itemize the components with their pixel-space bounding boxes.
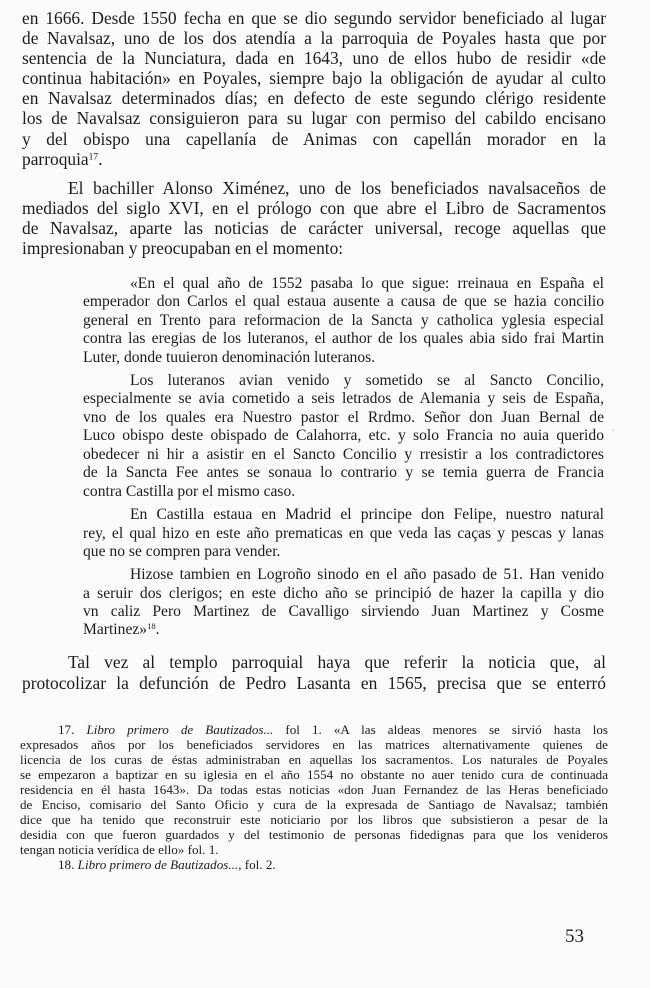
footnote-number: 17. — [58, 722, 75, 737]
footnote-18 — [58, 857, 608, 872]
quote-line: de la Sancta Fee antes se sonaua lo contrario y se temia guerra de Francia — [83, 464, 604, 481]
body-line: de Navalsaz, aparte las noticias de carácter universal, recoge aquellas que — [22, 218, 606, 238]
punctuation: . — [98, 149, 103, 169]
footnote-line: expresados años por los beneficiados servidores en las matrices alternativamente quienes de — [20, 737, 608, 752]
body-line: continua habitación» en Poyales, siempre bajo la obligación de ayudar al culto — [22, 68, 606, 88]
footnote-line: de Enciso, comisario del Santo Oficio y cura de la expresada de Santiago de Navalsaz; también — [20, 797, 608, 812]
quote-line-text: Martinez» — [83, 621, 148, 638]
quote-line: En Castilla estaua en Madrid el principe don Felipe, nuestro natural — [130, 506, 604, 523]
footnote-line: desidia con que fueron guardados y del testimonio de personas fidedignas para que los venideros — [20, 827, 608, 842]
footnote-line: se empezaron a baptizar en su iglesia en el año 1554 no obstante no auer tenido cura de continuada — [20, 767, 608, 782]
footnote-ref-17[interactable]: 17 — [88, 151, 99, 163]
quote-line: emperador don Carlos el qual estaua ausente a causa de que se hazia concilio — [83, 293, 604, 310]
quote-line: vno de los quales era Nuestro pastor el Rrdmo. Señor don Juan Bernal de — [83, 409, 604, 426]
quote-line: contra las eregias de los luteranos, el author de los quales abia sido frai Martin — [83, 330, 604, 347]
quote-line: Luco obispo deste obispado de Calahorra, etc. y solo Francia no auia querido — [83, 427, 604, 444]
body-line: de Navalsaz, uno de los dos atendía a la parroquia de Poyales hasta que por — [22, 28, 606, 48]
footnote-text: fol 1. «A las aldeas menores se sirvió hasta los — [285, 722, 609, 737]
body-line: en Navalsaz determinados días; en defecto de este segundo clérigo residente — [22, 88, 606, 108]
quote-line — [83, 621, 604, 639]
footnote-line: tengan noticia verídica de ello» fol. 1. — [20, 842, 219, 857]
quote-line: que no se compren para vender. — [83, 543, 281, 560]
quote-line: Hizose tambien en Logroño sinodo en el año pasado de 51. Han venido — [130, 566, 604, 583]
body-line: en 1666. Desde 1550 fecha en que se dio segundo servidor beneficiado al lugar — [22, 8, 606, 28]
quote-line: especialmente se avia cometido a seis letrados de Alemania y seis de España, — [83, 390, 604, 407]
footnote-text: , fol. 2. — [238, 857, 276, 872]
body-line-text: parroquia — [22, 149, 89, 169]
quote-line: obedecer ni hir a asistir en el Sancto Concilio y rresistir a los contradictores — [83, 446, 604, 463]
quote-line: Los luteranos avian venido y sometido se al Sancto Concilio, — [130, 372, 604, 389]
footnote-title: Libro primero de Bautizados... — [86, 722, 274, 737]
footnote-line: residencia en él hasta 1643». Da todas estas noticias «don Juan Fernandez de las Heras beneficiado — [20, 782, 608, 797]
body-line: El bachiller Alonso Ximénez, uno de los beneficiados navalsaceños de — [68, 178, 606, 198]
body-line: impresionaban y preocupaban en el momento: — [22, 238, 344, 258]
body-line: protocolizar la defunción de Pedro Lasanta en 1565, precisa que se enterró — [22, 673, 606, 693]
body-line: los de Navalsaz consiguieron para su lugar con permiso del cabildo encisano — [22, 108, 606, 128]
page-number: 53 — [565, 926, 584, 947]
footnote-17 — [58, 722, 608, 737]
punctuation: . — [155, 621, 160, 638]
body-line — [22, 149, 606, 169]
quote-line: «En el qual año de 1552 pasaba lo que sigue: rreinaua en España el — [130, 275, 604, 292]
quote-line: rey, el qual hizo en este año prematicas en que veda las caças y pescas y lanas — [83, 525, 604, 542]
quote-line: vn caliz Pero Martinez de Cavalligo sirviendo Juan Martinez y Cosme — [83, 603, 604, 620]
footnote-line: licencia de los curas de éstas administraban en aquellas los sacramentos. Los naturales de Poyales — [20, 752, 608, 767]
body-line: sentencia de la Nunciatura, dada en 1643, uno de ellos hubo de residir «de — [22, 48, 606, 68]
body-line: mediados del siglo XVI, en el prólogo con que abre el Libro de Sacramentos — [22, 198, 606, 218]
quote-line: a seruir dos clerigos; en este dicho año se principió de hazer la capilla y dio — [83, 585, 604, 602]
body-line: y del obispo una capellanía de Animas con capellán morador en la — [22, 129, 606, 149]
quote-line: general en Trento para reformacion de la Sancta y catholica yglesia especial — [83, 312, 604, 329]
scan-speck: · — [612, 425, 615, 435]
footnote-number: 18. — [58, 857, 75, 872]
quote-line: Luter, donde tuuieron denominación luteranos. — [83, 349, 376, 366]
quote-line: contra Castilla por el mismo caso. — [83, 483, 296, 500]
footnote-line: dice que ha tenido que reconstruir este noticiario por los libros que subsistieron a pesar de la — [20, 812, 608, 827]
body-line: Tal vez al templo parroquial haya que referir la noticia que, al — [68, 652, 606, 672]
footnote-ref-18[interactable]: 18 — [147, 620, 156, 631]
footnote-title: Libro primero de Bautizados... — [77, 857, 239, 872]
